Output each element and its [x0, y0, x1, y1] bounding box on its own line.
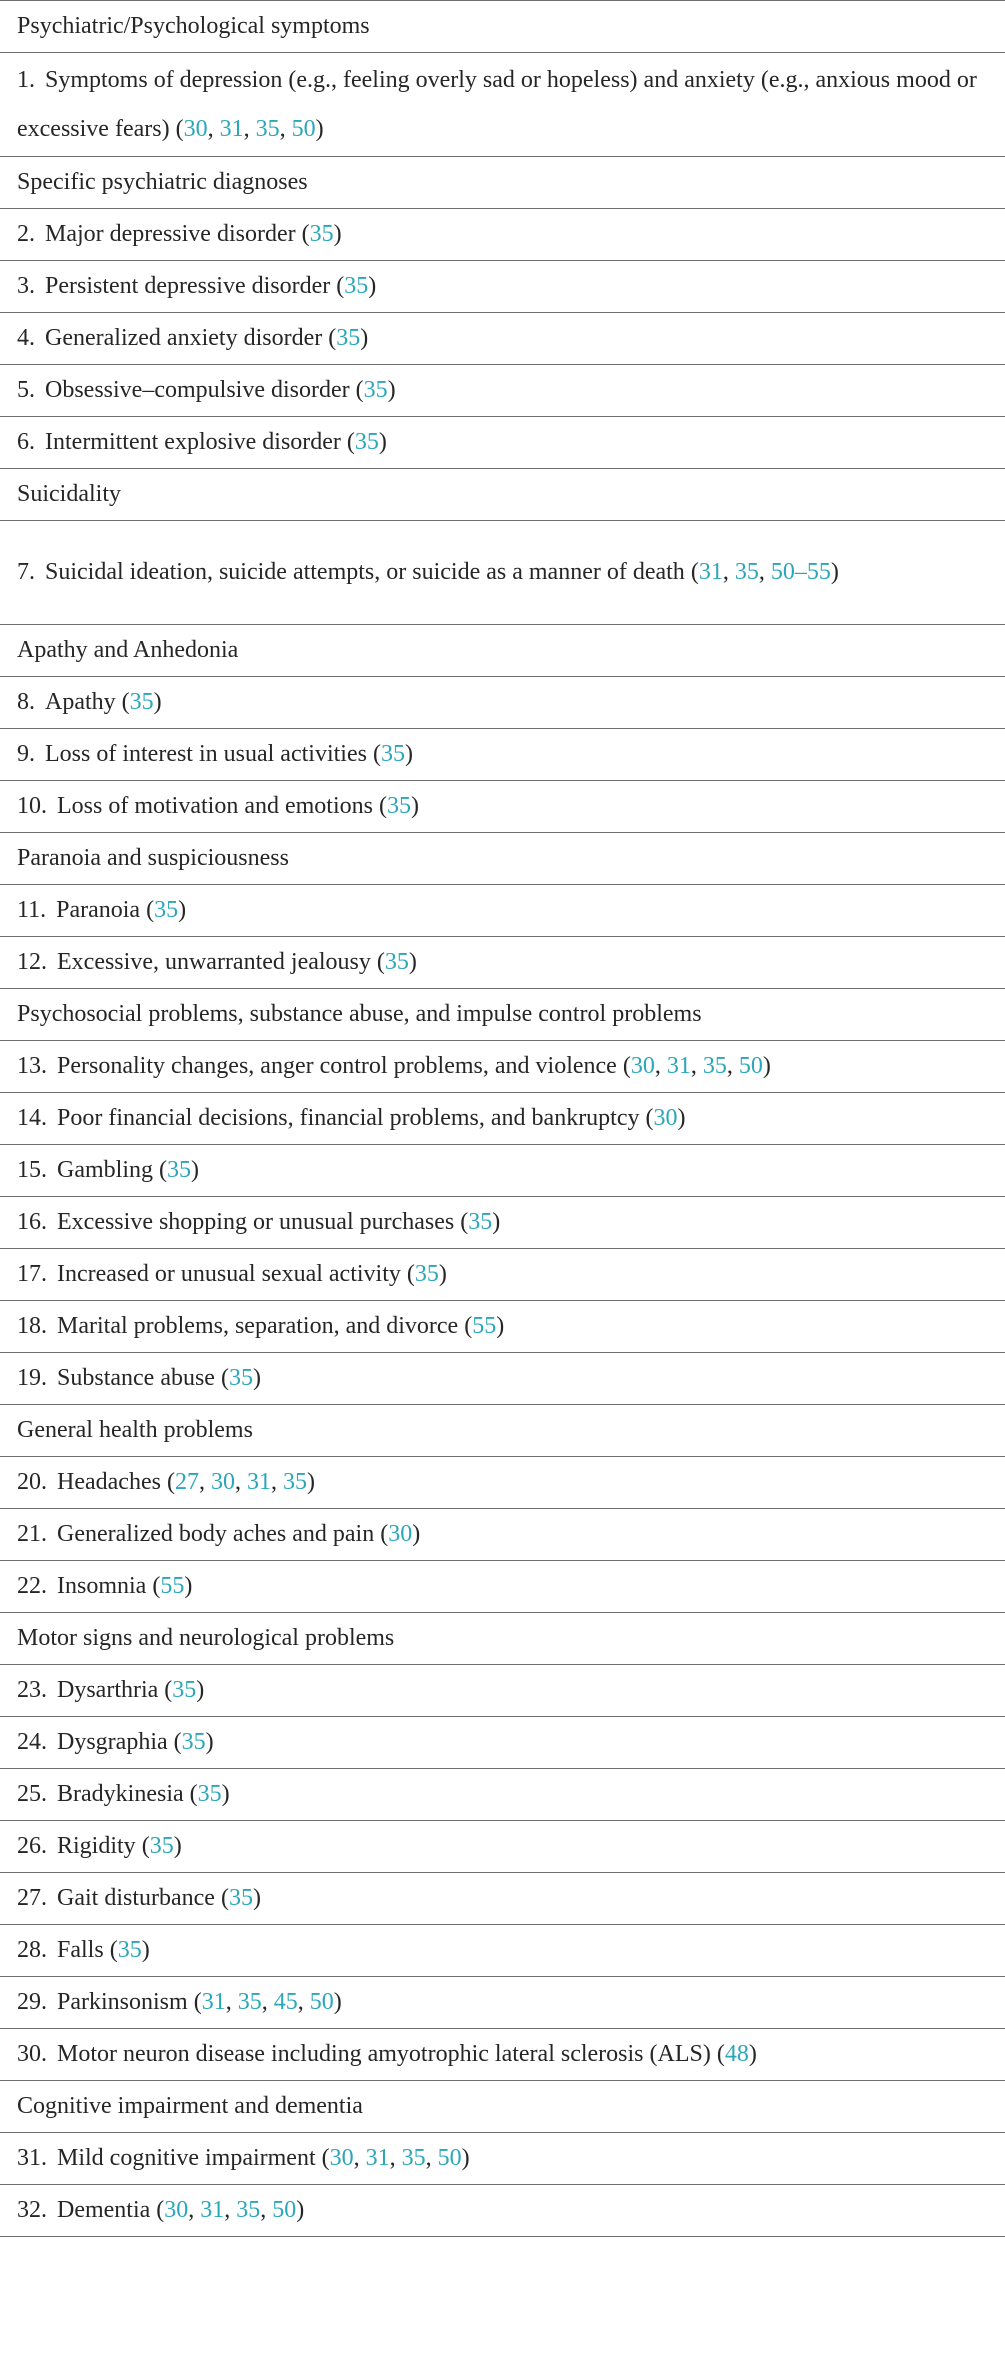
item-number: 23. [17, 1677, 47, 1703]
citation-link[interactable]: 31 [365, 2145, 390, 2171]
citation-link[interactable]: 35 [181, 1729, 206, 1755]
symptom-cell: 2. Major depressive disorder (35) [0, 209, 1005, 261]
item-number: 2. [17, 221, 35, 247]
citation-link[interactable]: 55 [472, 1313, 497, 1339]
item-number: 11. [17, 897, 47, 923]
symptom-label: Persistent depressive disorder [45, 273, 331, 299]
category-cell [0, 989, 1005, 1041]
category-cell [0, 1405, 1005, 1457]
symptom-cell: 32. Dementia (30, 31, 35, 50) [0, 2185, 1005, 2237]
symptom-cell: 16. Excessive shopping or unusual purchases (35) [0, 1197, 1005, 1249]
item-number: 31. [17, 2145, 47, 2171]
item-number: 13. [17, 1053, 47, 1079]
symptom-label: Insomnia [57, 1573, 147, 1599]
item-number: 28. [17, 1937, 47, 1963]
category-label: Paranoia and suspiciousness [17, 845, 289, 871]
item-number: 17. [17, 1261, 47, 1287]
symptom-label: Falls [57, 1937, 104, 1963]
symptom-row [0, 1509, 1005, 1561]
symptom-cell: 26. Rigidity (35) [0, 1821, 1005, 1873]
citation-link[interactable]: 35 [197, 1781, 222, 1807]
symptom-row [0, 1249, 1005, 1301]
item-number: 5. [17, 377, 35, 403]
symptom-label: Excessive, unwarranted jealousy [57, 949, 371, 975]
category-row [0, 1613, 1005, 1665]
category-cell [0, 833, 1005, 885]
citation-link[interactable]: 30 [210, 1469, 235, 1495]
citation-link[interactable]: 31 [219, 115, 244, 142]
symptom-row [0, 261, 1005, 313]
symptom-cell: 24. Dysgraphia (35) [0, 1717, 1005, 1769]
item-number: 15. [17, 1157, 47, 1183]
citation-link[interactable]: 35 [386, 793, 411, 819]
symptom-label: Loss of interest in usual activities [45, 741, 367, 767]
citation-link[interactable]: 35 [129, 689, 154, 715]
symptom-cell: 28. Falls (35) [0, 1925, 1005, 1977]
citation-link[interactable]: 50 [437, 2145, 462, 2171]
symptom-cell: 9. Loss of interest in usual activities (35) [0, 729, 1005, 781]
citation-link[interactable]: 31 [666, 1053, 691, 1079]
category-label: Psychiatric/Psychological symptoms [17, 13, 370, 39]
symptom-label: Substance abuse [57, 1365, 215, 1391]
symptom-label: Gait disturbance [57, 1885, 215, 1911]
symptom-row [0, 729, 1005, 781]
symptom-label: Excessive shopping or unusual purchases [57, 1209, 455, 1235]
symptom-cell: 20. Headaches (27, 30, 31, 35) [0, 1457, 1005, 1509]
symptom-label: Generalized anxiety disorder [45, 325, 323, 351]
category-row [0, 1405, 1005, 1457]
symptom-cell: 18. Marital problems, separation, and divorce (55) [0, 1301, 1005, 1353]
citation-link[interactable]: 35 [172, 1677, 197, 1703]
citation-link[interactable]: 50 [309, 1989, 334, 2015]
citation-link[interactable]: 50–55 [770, 559, 831, 585]
symptom-cell: 13. Personality changes, anger control problems, and violence (30, 31, 35, 50) [0, 1041, 1005, 1093]
symptom-row [0, 1873, 1005, 1925]
category-label: Psychosocial problems, substance abuse, and impulse control problems [17, 1001, 702, 1027]
citation-link[interactable]: 30 [164, 2197, 189, 2223]
citation-link[interactable]: 50 [272, 2197, 297, 2223]
symptom-cell: 4. Generalized anxiety disorder (35) [0, 313, 1005, 365]
item-number: 24. [17, 1729, 47, 1755]
symptom-row [0, 1457, 1005, 1509]
symptom-row [0, 313, 1005, 365]
symptom-row [0, 885, 1005, 937]
symptom-cell: 22. Insomnia (55) [0, 1561, 1005, 1613]
symptom-row [0, 521, 1005, 625]
symptom-label: Headaches [57, 1469, 161, 1495]
symptom-row [0, 677, 1005, 729]
category-label: Suicidality [17, 481, 121, 507]
citation-link[interactable]: 50 [738, 1053, 763, 1079]
citation-link[interactable]: 55 [160, 1573, 185, 1599]
symptom-row [0, 417, 1005, 469]
citation-link[interactable]: 35 [237, 1989, 262, 2015]
symptom-label: Parkinsonism [57, 1989, 188, 2015]
item-number: 1. [17, 66, 35, 93]
category-cell [0, 157, 1005, 209]
symptom-row [0, 365, 1005, 417]
category-label: Apathy and Anhedonia [17, 637, 239, 663]
item-number: 25. [17, 1781, 47, 1807]
citation-link[interactable]: 30 [329, 2145, 354, 2171]
category-cell [0, 2081, 1005, 2133]
symptom-row [0, 1717, 1005, 1769]
symptom-label: Personality changes, anger control problems, and violence [57, 1053, 617, 1079]
citation-link[interactable]: 31 [698, 559, 723, 585]
citation-link[interactable]: 35 [228, 1885, 253, 1911]
symptom-cell: 29. Parkinsonism (31, 35, 45, 50) [0, 1977, 1005, 2029]
symptom-label: Rigidity [57, 1833, 136, 1859]
symptom-cell: 3. Persistent depressive disorder (35) [0, 261, 1005, 313]
citation-link[interactable]: 35 [309, 221, 334, 247]
citation-link[interactable]: 35 [380, 741, 405, 767]
symptom-cell: 21. Generalized body aches and pain (30) [0, 1509, 1005, 1561]
category-label: Motor signs and neurological problems [17, 1625, 395, 1651]
symptom-cell: 5. Obsessive–compulsive disorder (35) [0, 365, 1005, 417]
symptom-cell: 10. Loss of motivation and emotions (35) [0, 781, 1005, 833]
symptom-row [0, 1301, 1005, 1353]
citation-link[interactable]: 35 [336, 325, 361, 351]
symptom-row [0, 1041, 1005, 1093]
category-label: Cognitive impairment and dementia [17, 2093, 363, 2119]
symptom-label: Gambling [57, 1157, 153, 1183]
item-number: 8. [17, 689, 35, 715]
category-row [0, 157, 1005, 209]
symptom-row [0, 1353, 1005, 1405]
category-row [0, 469, 1005, 521]
symptom-row [0, 1665, 1005, 1717]
citation-link[interactable]: 35 [236, 2197, 261, 2223]
symptom-row [0, 1197, 1005, 1249]
symptom-cell: 14. Poor financial decisions, financial problems, and bankruptcy (30) [0, 1093, 1005, 1145]
item-number: 30. [17, 2041, 47, 2067]
symptom-cell: 31. Mild cognitive impairment (30, 31, 35, 50) [0, 2133, 1005, 2185]
symptom-cell: 6. Intermittent explosive disorder (35) [0, 417, 1005, 469]
category-row [0, 2081, 1005, 2133]
category-cell [0, 1, 1005, 53]
citation-link[interactable]: 35 [255, 115, 280, 142]
citation-link[interactable]: 35 [702, 1053, 727, 1079]
citation-link[interactable]: 35 [734, 559, 759, 585]
symptom-row [0, 53, 1005, 157]
symptom-cell: 12. Excessive, unwarranted jealousy (35) [0, 937, 1005, 989]
citation-link[interactable]: 35 [401, 2145, 426, 2171]
symptom-cell: 8. Apathy (35) [0, 677, 1005, 729]
citation-link[interactable]: 27 [174, 1469, 199, 1495]
symptom-label: Suicidal ideation, suicide attempts, or suicide as a manner of death [45, 559, 685, 585]
item-number: 16. [17, 1209, 47, 1235]
symptom-row [0, 1145, 1005, 1197]
citation-link[interactable]: 30 [183, 115, 208, 142]
item-number: 9. [17, 741, 35, 767]
symptom-row [0, 209, 1005, 261]
item-number: 32. [17, 2197, 47, 2223]
symptoms-table-body [0, 1, 1005, 2237]
citation-link[interactable]: 35 [167, 1157, 191, 1183]
symptom-row [0, 781, 1005, 833]
symptom-label: Increased or unusual sexual activity [57, 1261, 401, 1287]
symptom-cell: 25. Bradykinesia (35) [0, 1769, 1005, 1821]
item-number: 26. [17, 1833, 47, 1859]
item-number: 19. [17, 1365, 47, 1391]
item-number: 21. [17, 1521, 47, 1547]
citation-link[interactable]: 31 [200, 2197, 225, 2223]
symptom-label: Dysarthria [57, 1677, 159, 1703]
symptom-label: Motor neuron disease including amyotrophic lateral sclerosis (ALS) [57, 2041, 711, 2067]
symptom-row [0, 1977, 1005, 2029]
item-number: 7. [17, 559, 35, 585]
citation-link[interactable]: 35 [384, 949, 409, 975]
symptom-row [0, 937, 1005, 989]
symptom-label: Paranoia [56, 897, 141, 923]
symptom-label: Poor financial decisions, financial problems, and bankruptcy [57, 1105, 640, 1131]
citation-link[interactable]: 30 [653, 1105, 678, 1131]
citation-link[interactable]: 35 [468, 1209, 493, 1235]
symptom-label: Apathy [45, 689, 116, 715]
symptom-label: Dysgraphia [57, 1729, 168, 1755]
item-number: 29. [17, 1989, 47, 2015]
category-label: General health problems [17, 1417, 253, 1443]
symptom-label: Symptoms of depression (e.g., feeling overly sad or hopeless) and anxiety (e.g., anxious mood or excessive fears) [17, 66, 977, 142]
symptom-label: Bradykinesia [57, 1781, 184, 1807]
symptom-label: Major depressive disorder [45, 221, 296, 247]
item-number: 20. [17, 1469, 47, 1495]
citation-link[interactable]: 45 [273, 1989, 298, 2015]
symptom-label: Loss of motivation and emotions [57, 793, 373, 819]
citation-link[interactable]: 35 [149, 1833, 174, 1859]
item-number: 3. [17, 273, 35, 299]
item-number: 14. [17, 1105, 47, 1131]
citation-link[interactable]: 35 [117, 1937, 142, 1963]
category-label: Specific psychiatric diagnoses [17, 169, 308, 195]
item-number: 10. [17, 793, 47, 819]
category-row [0, 625, 1005, 677]
category-cell [0, 1613, 1005, 1665]
citation-link[interactable]: 35 [414, 1261, 439, 1287]
citation-link[interactable]: 35 [154, 897, 179, 923]
citation-link[interactable]: 35 [354, 429, 379, 455]
symptom-cell: 11. Paranoia (35) [0, 885, 1005, 937]
item-number: 18. [17, 1313, 47, 1339]
citation-link[interactable]: 50 [291, 115, 316, 142]
category-cell [0, 469, 1005, 521]
symptom-row [0, 1925, 1005, 1977]
symptom-cell: 17. Increased or unusual sexual activity (35) [0, 1249, 1005, 1301]
symptom-row [0, 1821, 1005, 1873]
symptom-row [0, 2133, 1005, 2185]
symptom-row [0, 2185, 1005, 2237]
symptom-row [0, 1093, 1005, 1145]
symptom-label: Mild cognitive impairment [57, 2145, 316, 2171]
category-row [0, 989, 1005, 1041]
symptom-cell: 15. Gambling (35) [0, 1145, 1005, 1197]
item-number: 27. [17, 1885, 47, 1911]
item-number: 12. [17, 949, 47, 975]
citation-link[interactable]: 48 [724, 2041, 749, 2067]
citation-link[interactable]: 30 [388, 1521, 413, 1547]
item-number: 4. [17, 325, 35, 351]
citation-link[interactable]: 35 [228, 1365, 253, 1391]
citation-link[interactable]: 35 [363, 377, 388, 403]
citation-link[interactable]: 35 [344, 273, 369, 299]
category-row [0, 1, 1005, 53]
symptom-cell: 7. Suicidal ideation, suicide attempts, or suicide as a manner of death (31, 35, 50–55) [0, 521, 1005, 625]
symptom-label: Obsessive–compulsive disorder [45, 377, 350, 403]
symptom-label: Marital problems, separation, and divorce [57, 1313, 459, 1339]
symptom-row [0, 2029, 1005, 2081]
symptom-cell: 30. Motor neuron disease including amyotrophic lateral sclerosis (ALS) (48) [0, 2029, 1005, 2081]
citation-link[interactable]: 30 [630, 1053, 655, 1079]
symptom-label: Generalized body aches and pain [57, 1521, 375, 1547]
citation-link[interactable]: 35 [282, 1469, 307, 1495]
symptom-label: Dementia [57, 2197, 151, 2223]
symptom-row [0, 1769, 1005, 1821]
category-row [0, 833, 1005, 885]
symptom-cell: 23. Dysarthria (35) [0, 1665, 1005, 1717]
item-number: 6. [17, 429, 35, 455]
item-number: 22. [17, 1573, 47, 1599]
symptom-cell: 19. Substance abuse (35) [0, 1353, 1005, 1405]
symptom-cell: 1. Symptoms of depression (e.g., feeling overly sad or hopeless) and anxiety (e.g., anxious mood or excessive fears) (30, 31, 35, 50) [0, 53, 1005, 157]
citation-link[interactable]: 31 [201, 1989, 226, 2015]
symptom-label: Intermittent explosive disorder [45, 429, 341, 455]
symptom-cell: 27. Gait disturbance (35) [0, 1873, 1005, 1925]
citation-link[interactable]: 31 [246, 1469, 271, 1495]
symptom-row [0, 1561, 1005, 1613]
category-cell [0, 625, 1005, 677]
